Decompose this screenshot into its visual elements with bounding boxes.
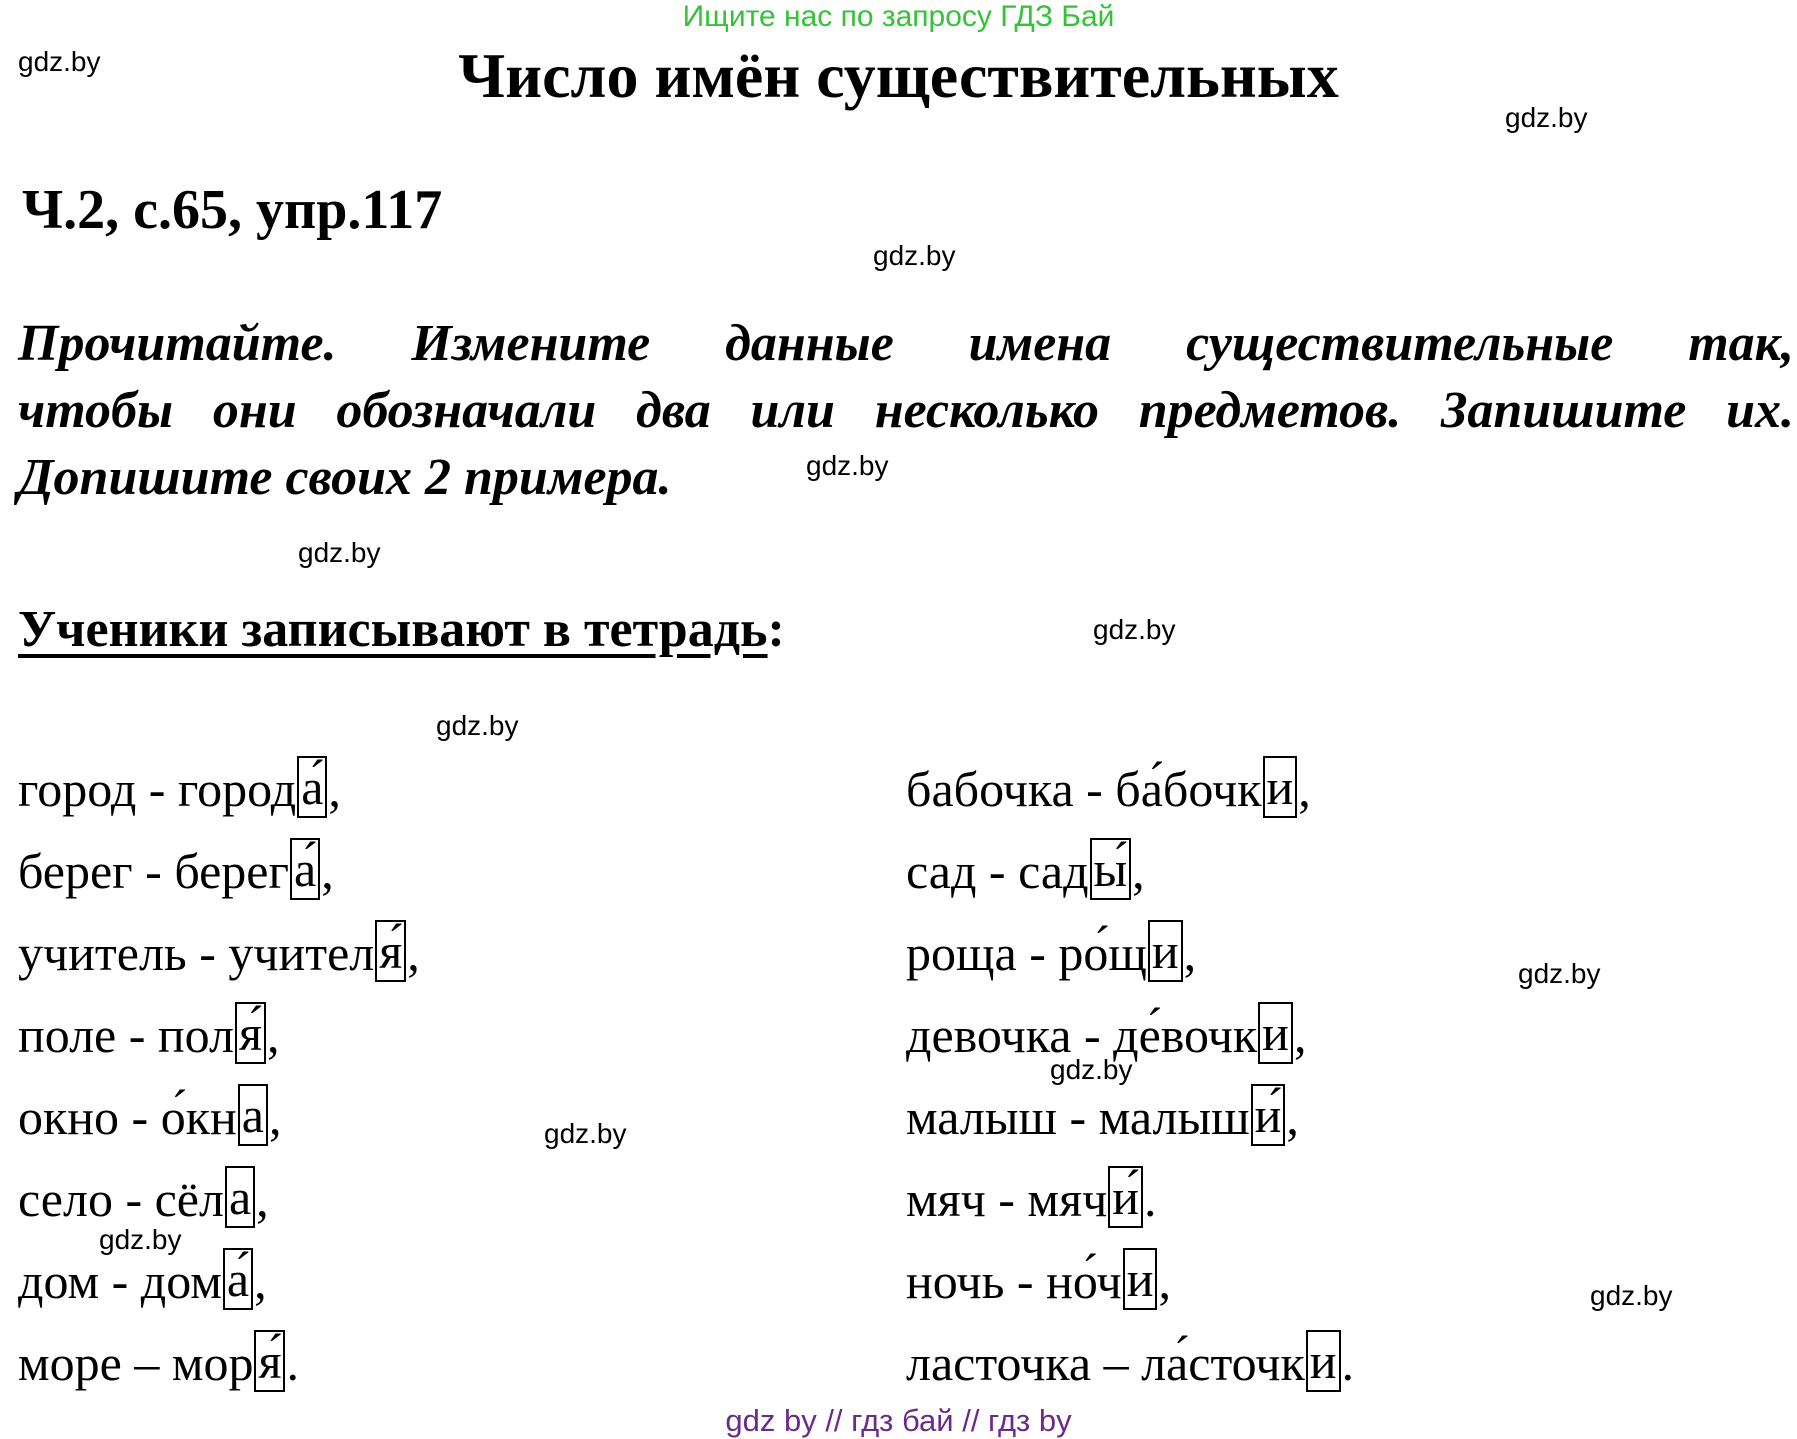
- ending-box: я́: [254, 1330, 285, 1392]
- word-pair: [18, 748, 420, 830]
- word-punct: ,: [1183, 925, 1197, 981]
- section-heading: [18, 598, 785, 662]
- word-pair: [906, 830, 1354, 912]
- word-punct: ,: [321, 843, 334, 899]
- word-pair: [18, 1076, 420, 1158]
- word-pair: [906, 1076, 1354, 1158]
- task-line-1: Прочитайте. Измените данные имена существительные так,: [18, 315, 1794, 372]
- word-pair: [18, 1158, 420, 1240]
- word-base: море – мор: [18, 1335, 254, 1391]
- word-punct: ,: [1293, 1007, 1307, 1063]
- page-title: Число имён существительных: [458, 40, 1339, 111]
- word-pair: [18, 1322, 420, 1404]
- word-pair: [906, 1322, 1354, 1404]
- ending-box: и: [1306, 1330, 1341, 1392]
- ending-box: и: [1258, 1002, 1293, 1064]
- ending-box: а́: [290, 838, 320, 900]
- watermark: gdz.by: [544, 1118, 627, 1149]
- task-line-2: чтобы они обозначали два или несколько предметов. Запишите их.: [18, 382, 1794, 439]
- word-punct: ,: [407, 925, 420, 981]
- word-punct: ,: [1298, 761, 1311, 817]
- word-base: мяч - мяч: [906, 1171, 1108, 1227]
- word-pair: [906, 912, 1354, 994]
- word-punct: ,: [266, 1007, 280, 1063]
- word-pair: [906, 1158, 1354, 1240]
- word-pair: [18, 912, 420, 994]
- word-base: ласточка – ла́сточк: [906, 1335, 1305, 1391]
- word-base: малыш - малыш: [906, 1089, 1250, 1145]
- search-banner: Ищите нас по запросу ГДЗ Бай: [682, 0, 1115, 33]
- word-list-left: [18, 748, 420, 1404]
- word-base: окно - о́кн: [18, 1089, 237, 1145]
- word-punct: .: [286, 1335, 299, 1391]
- word-pair: [18, 830, 420, 912]
- watermark: gdz.by: [99, 1224, 182, 1255]
- word-base: бабочка - ба́бочк: [906, 761, 1262, 817]
- word-pair: [18, 994, 420, 1076]
- watermark: gdz.by: [436, 710, 519, 741]
- ending-box: и: [1123, 1248, 1158, 1310]
- watermark: gdz.by: [1505, 102, 1588, 133]
- ending-box: а́: [223, 1248, 253, 1310]
- section-heading-text: Ученики записывают в тетрадь: [18, 601, 768, 658]
- ending-box: я́: [235, 1002, 266, 1064]
- ending-box: и́: [1108, 1166, 1143, 1228]
- watermark: gdz.by: [18, 46, 101, 77]
- task-instructions: [18, 310, 1794, 511]
- word-punct: ,: [1158, 1253, 1171, 1309]
- word-punct: .: [1341, 1335, 1355, 1391]
- watermark: gdz.by: [298, 537, 381, 568]
- watermark: gdz.by: [1518, 958, 1601, 989]
- word-punct: ,: [256, 1171, 269, 1227]
- word-base: учитель - учител: [18, 925, 375, 981]
- watermark: gdz.by: [806, 450, 889, 481]
- word-base: дом - дом: [18, 1253, 222, 1309]
- ending-box: и́: [1251, 1084, 1286, 1146]
- ending-box: ы́: [1090, 838, 1132, 900]
- ending-box: и: [1148, 920, 1183, 982]
- word-base: сад - сад: [906, 843, 1089, 899]
- word-base: берег - берег: [18, 843, 289, 899]
- word-punct: ,: [268, 1089, 282, 1145]
- watermark: gdz.by: [873, 240, 956, 271]
- word-base: поле - пол: [18, 1007, 234, 1063]
- word-base: девочка - де́вочк: [906, 1007, 1258, 1063]
- watermark: gdz.by: [1093, 614, 1176, 645]
- watermark: gdz.by: [1590, 1280, 1673, 1311]
- ending-box: а: [225, 1166, 255, 1228]
- ending-box: я́: [375, 920, 406, 982]
- footer-links: gdz by // гдз бай // гдз by: [725, 1403, 1072, 1438]
- word-punct: ,: [1132, 843, 1145, 899]
- watermark: gdz.by: [1050, 1054, 1133, 1085]
- ending-box: а́: [297, 756, 327, 818]
- word-punct: ,: [254, 1253, 267, 1309]
- ending-box: а: [238, 1084, 268, 1146]
- word-base: село - сёл: [18, 1171, 224, 1227]
- word-punct: ,: [328, 761, 341, 817]
- task-line-3: Допишите своих 2 примера.: [18, 449, 672, 506]
- word-pair: [906, 748, 1354, 830]
- ending-box: и: [1263, 756, 1298, 818]
- word-base: ночь - но́ч: [906, 1253, 1122, 1309]
- word-pair: [18, 1240, 420, 1322]
- word-punct: ,: [1286, 1089, 1299, 1145]
- exercise-reference: Ч.2, с.65, упр.117: [22, 179, 443, 241]
- word-base: город - город: [18, 761, 297, 817]
- section-heading-colon: :: [767, 601, 785, 658]
- word-pair: [906, 1240, 1354, 1322]
- word-punct: .: [1144, 1171, 1157, 1227]
- word-base: роща - ро́щ: [906, 925, 1147, 981]
